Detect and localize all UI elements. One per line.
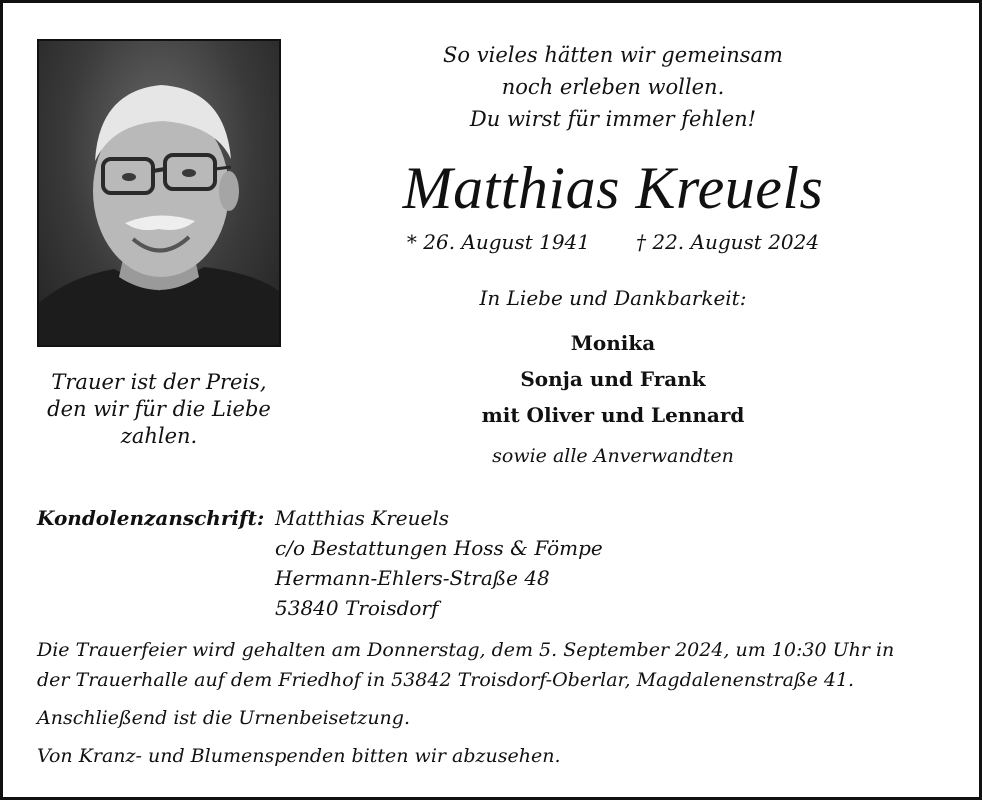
left-quote-line: Trauer ist der Preis, [51,370,267,394]
ceremony-text [37,635,947,695]
relatives-line: sowie alle Anverwandten [492,445,734,467]
left-quote [37,369,281,450]
address-line: c/o Bestattungen Hoss & Fömpe [275,536,603,560]
address-line: Hermann-Ehlers-Straße 48 [275,566,550,590]
burial-text: Anschließend ist die Urnenbeisetzung. [37,707,410,729]
death-date: † 22. August 2024 [636,230,820,254]
family-member: mit Oliver und Lennard [481,403,745,427]
ceremony-info [37,635,947,779]
left-quote-line: zahlen. [120,424,198,448]
left-quote-line: den wir für die Liebe [47,397,271,421]
flowers-text: Von Kranz- und Blumenspenden bitten wir abzusehen. [37,745,561,767]
life-dates [338,227,888,257]
address-line: 53840 Troisdorf [275,596,439,620]
ceremony-line: Die Trauerfeier wird gehalten am Donnerstag, dem 5. September 2024, um 10:30 Uhr in [37,639,895,661]
condolence-label: Kondolenzanschrift: [37,506,265,530]
portrait-photo-icon [39,41,279,345]
family-member: Monika [570,331,656,355]
ceremony-line: der Trauerhalle auf dem Friedhof in 53842 Troisdorf-Oberlar, Magdalenenstraße 41. [37,669,855,691]
family-list [338,325,888,433]
thanks-heading: In Liebe und Dankbarkeit: [479,286,747,310]
top-quote-line: noch erleben wollen. [501,75,725,99]
family-member: Sonja und Frank [520,367,706,391]
top-quote [338,39,888,135]
condolence-address [37,503,603,623]
portrait-photo [37,39,281,347]
birth-date: * 26. August 1941 [406,230,590,254]
main-column [338,39,888,471]
address-line: Matthias Kreuels [275,506,450,530]
top-quote-line: Du wirst für immer fehlen! [469,107,757,131]
top-quote-line: So vieles hätten wir gemeinsam [443,43,783,67]
deceased-name: Matthias Kreuels [402,155,824,221]
